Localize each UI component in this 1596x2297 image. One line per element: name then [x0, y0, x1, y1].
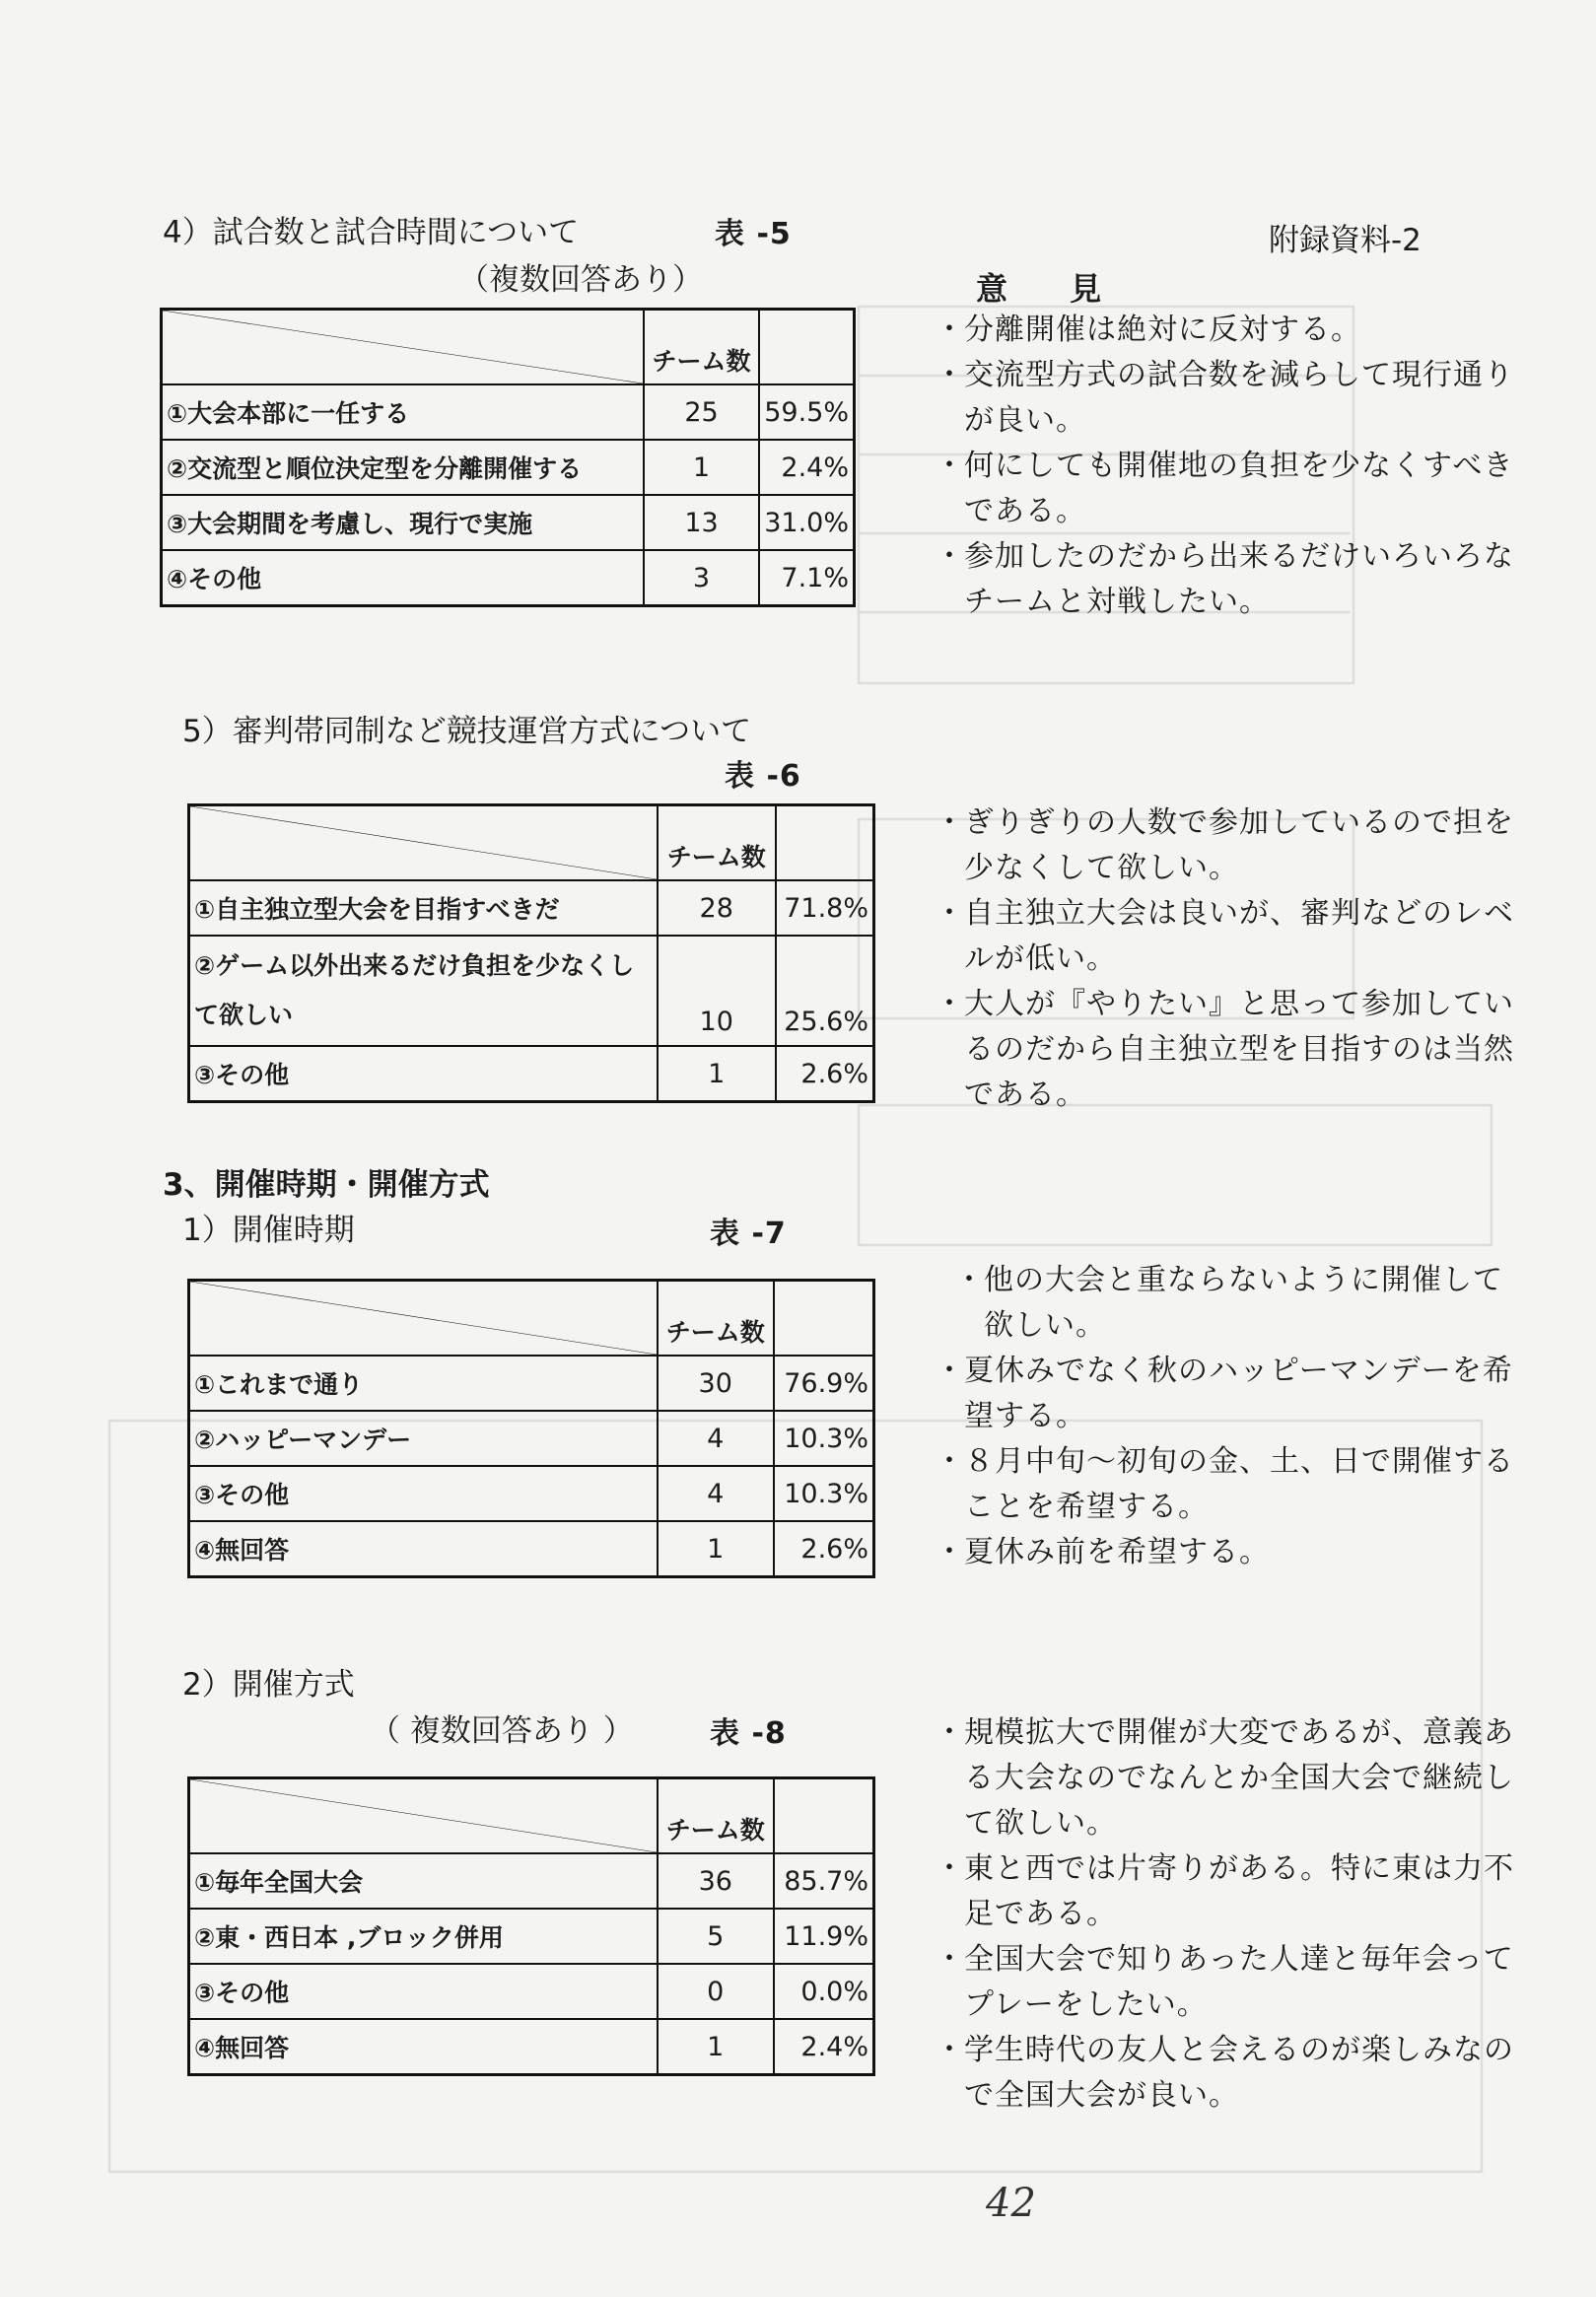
header-count: チーム数 [658, 1778, 774, 1854]
header-count: チーム数 [658, 805, 776, 881]
table-row [189, 1853, 874, 1909]
table-5 [160, 308, 856, 607]
row-label: ④無回答 [189, 2019, 658, 2075]
section4-note: （複数回答あり） [458, 262, 703, 298]
row-label: ①大会本部に一任する [162, 384, 644, 440]
table-row [189, 1046, 874, 1102]
row-pct: 0.0% [774, 1964, 874, 2019]
page-number: 42 [986, 2181, 1036, 2226]
appendix-label: 附録資料-2 [1269, 223, 1422, 258]
diagonal-header-cell [162, 310, 644, 385]
row-pct: 25.6% [776, 936, 874, 1046]
row-pct: 7.1% [759, 550, 854, 606]
row-count: 13 [644, 495, 759, 550]
table-row [162, 384, 855, 440]
row-pct: 11.9% [774, 1909, 874, 1964]
table-row [189, 1521, 874, 1577]
opinion-item: ・ 全国大会で知りあった人達と毎年会ってプレーをしたい。 [935, 1937, 1516, 2028]
section5-opinions [935, 800, 1516, 1118]
section3-sub1-opinions [954, 1258, 1521, 1575]
row-count: 4 [658, 1411, 774, 1466]
row-count: 10 [658, 936, 776, 1046]
section3-sub2-heading: 2）開催方式 [182, 1667, 355, 1703]
section4-opinions [935, 308, 1516, 625]
opinion-item: ・ 夏休み前を希望する。 [935, 1530, 1521, 1575]
row-label: ③その他 [189, 1964, 658, 2019]
table-row [189, 936, 874, 1046]
section3-heading: 3、開催時期・開催方式 [163, 1167, 490, 1203]
row-label: ①毎年全国大会 [189, 1853, 658, 1909]
row-count: 4 [658, 1466, 774, 1521]
row-label: ③その他 [189, 1046, 658, 1102]
opinion-item: ・ 他の大会と重ならないように開催して欲しい。 [954, 1258, 1521, 1349]
diagonal-header-cell [189, 1778, 658, 1854]
diagonal-header-cell [189, 805, 658, 881]
section3-sub1-heading: 1）開催時期 [182, 1213, 355, 1248]
diagonal-header-cell [189, 1281, 658, 1357]
opinion-item: ・ 学生時代の友人と会えるのが楽しみなので全国大会が良い。 [935, 2028, 1516, 2119]
row-count: 1 [658, 1521, 774, 1577]
opinion-title: 意 見 [976, 270, 1128, 308]
row-count: 1 [644, 440, 759, 495]
header-pct-empty [776, 805, 874, 881]
row-count: 1 [658, 2019, 774, 2075]
row-count: 0 [658, 1964, 774, 2019]
opinion-item: ・ 参加したのだから出来るだけいろいろなチームと対戦したい。 [935, 534, 1516, 625]
row-label: ②ハッピーマンデー [189, 1411, 658, 1466]
section3-sub2-opinions [935, 1710, 1516, 2119]
table-row [189, 1466, 874, 1521]
opinion-item: ・ 交流型方式の試合数を減らして現行通りが良い。 [935, 353, 1516, 444]
row-count: 36 [658, 1853, 774, 1909]
row-pct: 76.9% [774, 1356, 874, 1411]
row-count: 25 [644, 384, 759, 440]
opinion-item: ・ ８月中旬～初旬の金、土、日で開催することを希望する。 [935, 1439, 1521, 1530]
row-pct: 2.4% [759, 440, 854, 495]
table-row [162, 550, 855, 606]
row-label: ①これまで通り [189, 1356, 658, 1411]
header-count: チーム数 [644, 310, 759, 385]
row-label: ①自主独立型大会を目指すべきだ [189, 880, 658, 936]
ghost-table [858, 1104, 1492, 1246]
table8-label: 表 -8 [710, 1716, 787, 1751]
section3-sub2-note: （ 複数回答あり ） [370, 1713, 634, 1749]
row-count: 3 [644, 550, 759, 606]
opinion-item: ・ 東と西では片寄りがある。特に東は力不足である。 [935, 1846, 1516, 1937]
opinion-item: ・ 自主独立大会は良いが、審判などのレベルが低い。 [935, 891, 1516, 982]
row-count: 5 [658, 1909, 774, 1964]
opinion-item: ・ 夏休みでなく秋のハッピーマンデーを希望する。 [935, 1349, 1521, 1439]
table5-label: 表 -5 [715, 217, 792, 251]
row-pct: 2.6% [776, 1046, 874, 1102]
row-pct: 71.8% [776, 880, 874, 936]
header-count: チーム数 [658, 1281, 774, 1357]
table-row [189, 1411, 874, 1466]
opinion-item: ・ 大人が『やりたい』と思って参加しているのだから自主独立型を目指すのは当然である。 [935, 982, 1516, 1118]
table-row [162, 440, 855, 495]
opinion-item: ・ 何にしても開催地の負担を少なくすべきである。 [935, 444, 1516, 534]
row-pct: 2.6% [774, 1521, 874, 1577]
header-pct-empty [774, 1778, 874, 1854]
table-row [189, 1964, 874, 2019]
opinion-item: ・ ぎりぎりの人数で参加しているので担を少なくして欲しい。 [935, 800, 1516, 891]
row-count: 1 [658, 1046, 776, 1102]
row-count: 28 [658, 880, 776, 936]
row-pct: 85.7% [774, 1853, 874, 1909]
row-pct: 59.5% [759, 384, 854, 440]
row-pct: 31.0% [759, 495, 854, 550]
table7-label: 表 -7 [710, 1217, 787, 1251]
table-6 [187, 803, 875, 1103]
table-row [189, 1909, 874, 1964]
row-pct: 10.3% [774, 1411, 874, 1466]
section5-heading: 5）審判帯同制など競技運営方式について [182, 714, 752, 749]
row-count: 30 [658, 1356, 774, 1411]
row-pct: 2.4% [774, 2019, 874, 2075]
row-label: ④無回答 [189, 1521, 658, 1577]
row-label: ③その他 [189, 1466, 658, 1521]
header-pct-empty [774, 1281, 874, 1357]
table6-label: 表 -6 [725, 759, 801, 794]
row-label: ②交流型と順位決定型を分離開催する [162, 440, 644, 495]
row-label: ②東・西日本 ,ブロック併用 [189, 1909, 658, 1964]
table-7 [187, 1279, 875, 1578]
table-row [189, 1356, 874, 1411]
opinion-item: ・ 分離開催は絶対に反対する。 [935, 308, 1516, 353]
table-row [189, 2019, 874, 2075]
row-label: ④その他 [162, 550, 644, 606]
row-pct: 10.3% [774, 1466, 874, 1521]
section4-heading: 4）試合数と試合時間について [163, 215, 580, 250]
opinion-item: ・ 規模拡大で開催が大変であるが、意義ある大会なのでなんとか全国大会で継続して欲しい。 [935, 1710, 1516, 1846]
row-label: ②ゲーム以外出来るだけ負担を少なくして欲しい [189, 936, 658, 1046]
table-8 [187, 1776, 875, 2076]
header-pct-empty [759, 310, 854, 385]
table-row [189, 880, 874, 936]
table-row [162, 495, 855, 550]
row-label: ③大会期間を考慮し、現行で実施 [162, 495, 644, 550]
